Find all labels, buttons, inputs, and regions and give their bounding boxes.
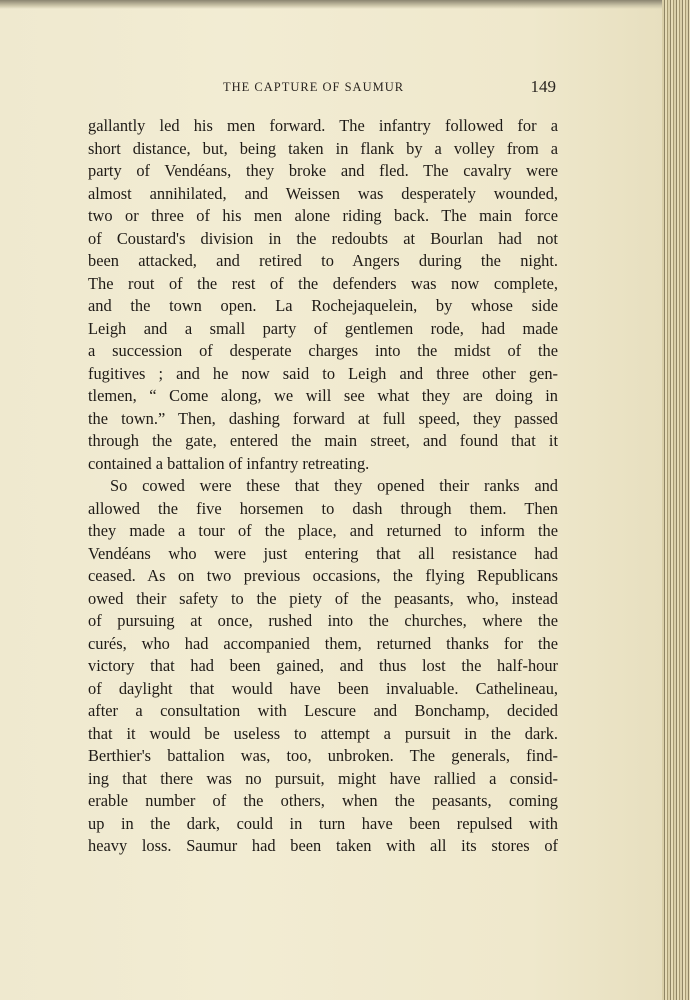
- text-line: tlemen, “ Come along, we will see what they are doing in: [88, 386, 558, 405]
- text-line: Berthier's battalion was, too, unbroken. The generals, find-: [88, 746, 558, 765]
- text-line: been attacked, and retired to Angers during the night.: [88, 251, 558, 270]
- text-line: through the gate, entered the main street, and found that it: [88, 431, 558, 450]
- text-line: ceased. As on two previous occasions, the flying Republicans: [88, 566, 558, 585]
- running-title: THE CAPTURE OF SAUMUR: [223, 80, 405, 94]
- text-line: short distance, but, being taken in flank by a volley from a: [88, 138, 558, 158]
- text-line: a succession of desperate charges into the midst of the: [88, 341, 558, 360]
- text-line: owed their safety to the piety of the peasants, who, instead: [88, 588, 558, 608]
- text-line: of Coustard's division in the redoubts at Bourlan had not: [88, 228, 558, 248]
- text-line: So cowed were these that they opened their ranks and: [110, 476, 558, 495]
- text-line: allowed the five horsemen to dash through them. Then: [88, 498, 558, 518]
- page-top-shadow: [0, 0, 662, 9]
- paragraph-1: [88, 115, 558, 475]
- text-line: heavy loss. Saumur had been taken with all its stores of: [88, 836, 558, 855]
- text-line: Leigh and a small party of gentlemen rode, had made: [88, 318, 558, 338]
- text-line: after a consultation with Lescure and Bonchamp, decided: [88, 701, 558, 720]
- text-line: of daylight that would have been invaluable. Cathelineau,: [88, 678, 558, 698]
- text-line: up in the dark, could in turn have been repulsed with: [88, 813, 558, 833]
- text-line: ing that there was no pursuit, might have rallied a consid-: [88, 768, 558, 788]
- text-line: contained a battalion of infantry retreating.: [88, 453, 370, 473]
- text-line: almost annihilated, and Weissen was desperately wounded,: [88, 183, 558, 203]
- text-line: victory that had been gained, and thus lost the half-hour: [88, 656, 558, 675]
- paragraph-2: [88, 475, 558, 858]
- text-line: two or three of his men alone riding back. The main force: [88, 206, 558, 225]
- text-line: curés, who had accompanied them, returned thanks for the: [88, 633, 558, 653]
- text-line: and the town open. La Rochejaquelein, by whose side: [88, 296, 558, 315]
- body-text: [88, 115, 558, 858]
- book-page-edges: [662, 0, 690, 1000]
- text-line: The rout of the rest of the defenders was now complete,: [88, 273, 558, 293]
- text-line: erable number of the others, when the peasants, coming: [88, 791, 558, 810]
- text-line: the town.” Then, dashing forward at full speed, they passed: [88, 408, 558, 428]
- text-line: gallantly led his men forward. The infantry followed for a: [88, 116, 558, 135]
- running-head: [88, 77, 558, 99]
- text-line: party of Vendéans, they broke and fled. The cavalry were: [88, 161, 558, 180]
- page-number: 149: [530, 77, 556, 96]
- text-line: that it would be useless to attempt a pursuit in the dark.: [88, 723, 558, 743]
- text-line: they made a tour of the place, and returned to inform the: [88, 521, 558, 540]
- text-line: fugitives ; and he now said to Leigh and three other gen-: [88, 363, 558, 383]
- text-line: Vendéans who were just entering that all resistance had: [88, 543, 558, 563]
- text-line: of pursuing at once, rushed into the churches, where the: [88, 611, 558, 630]
